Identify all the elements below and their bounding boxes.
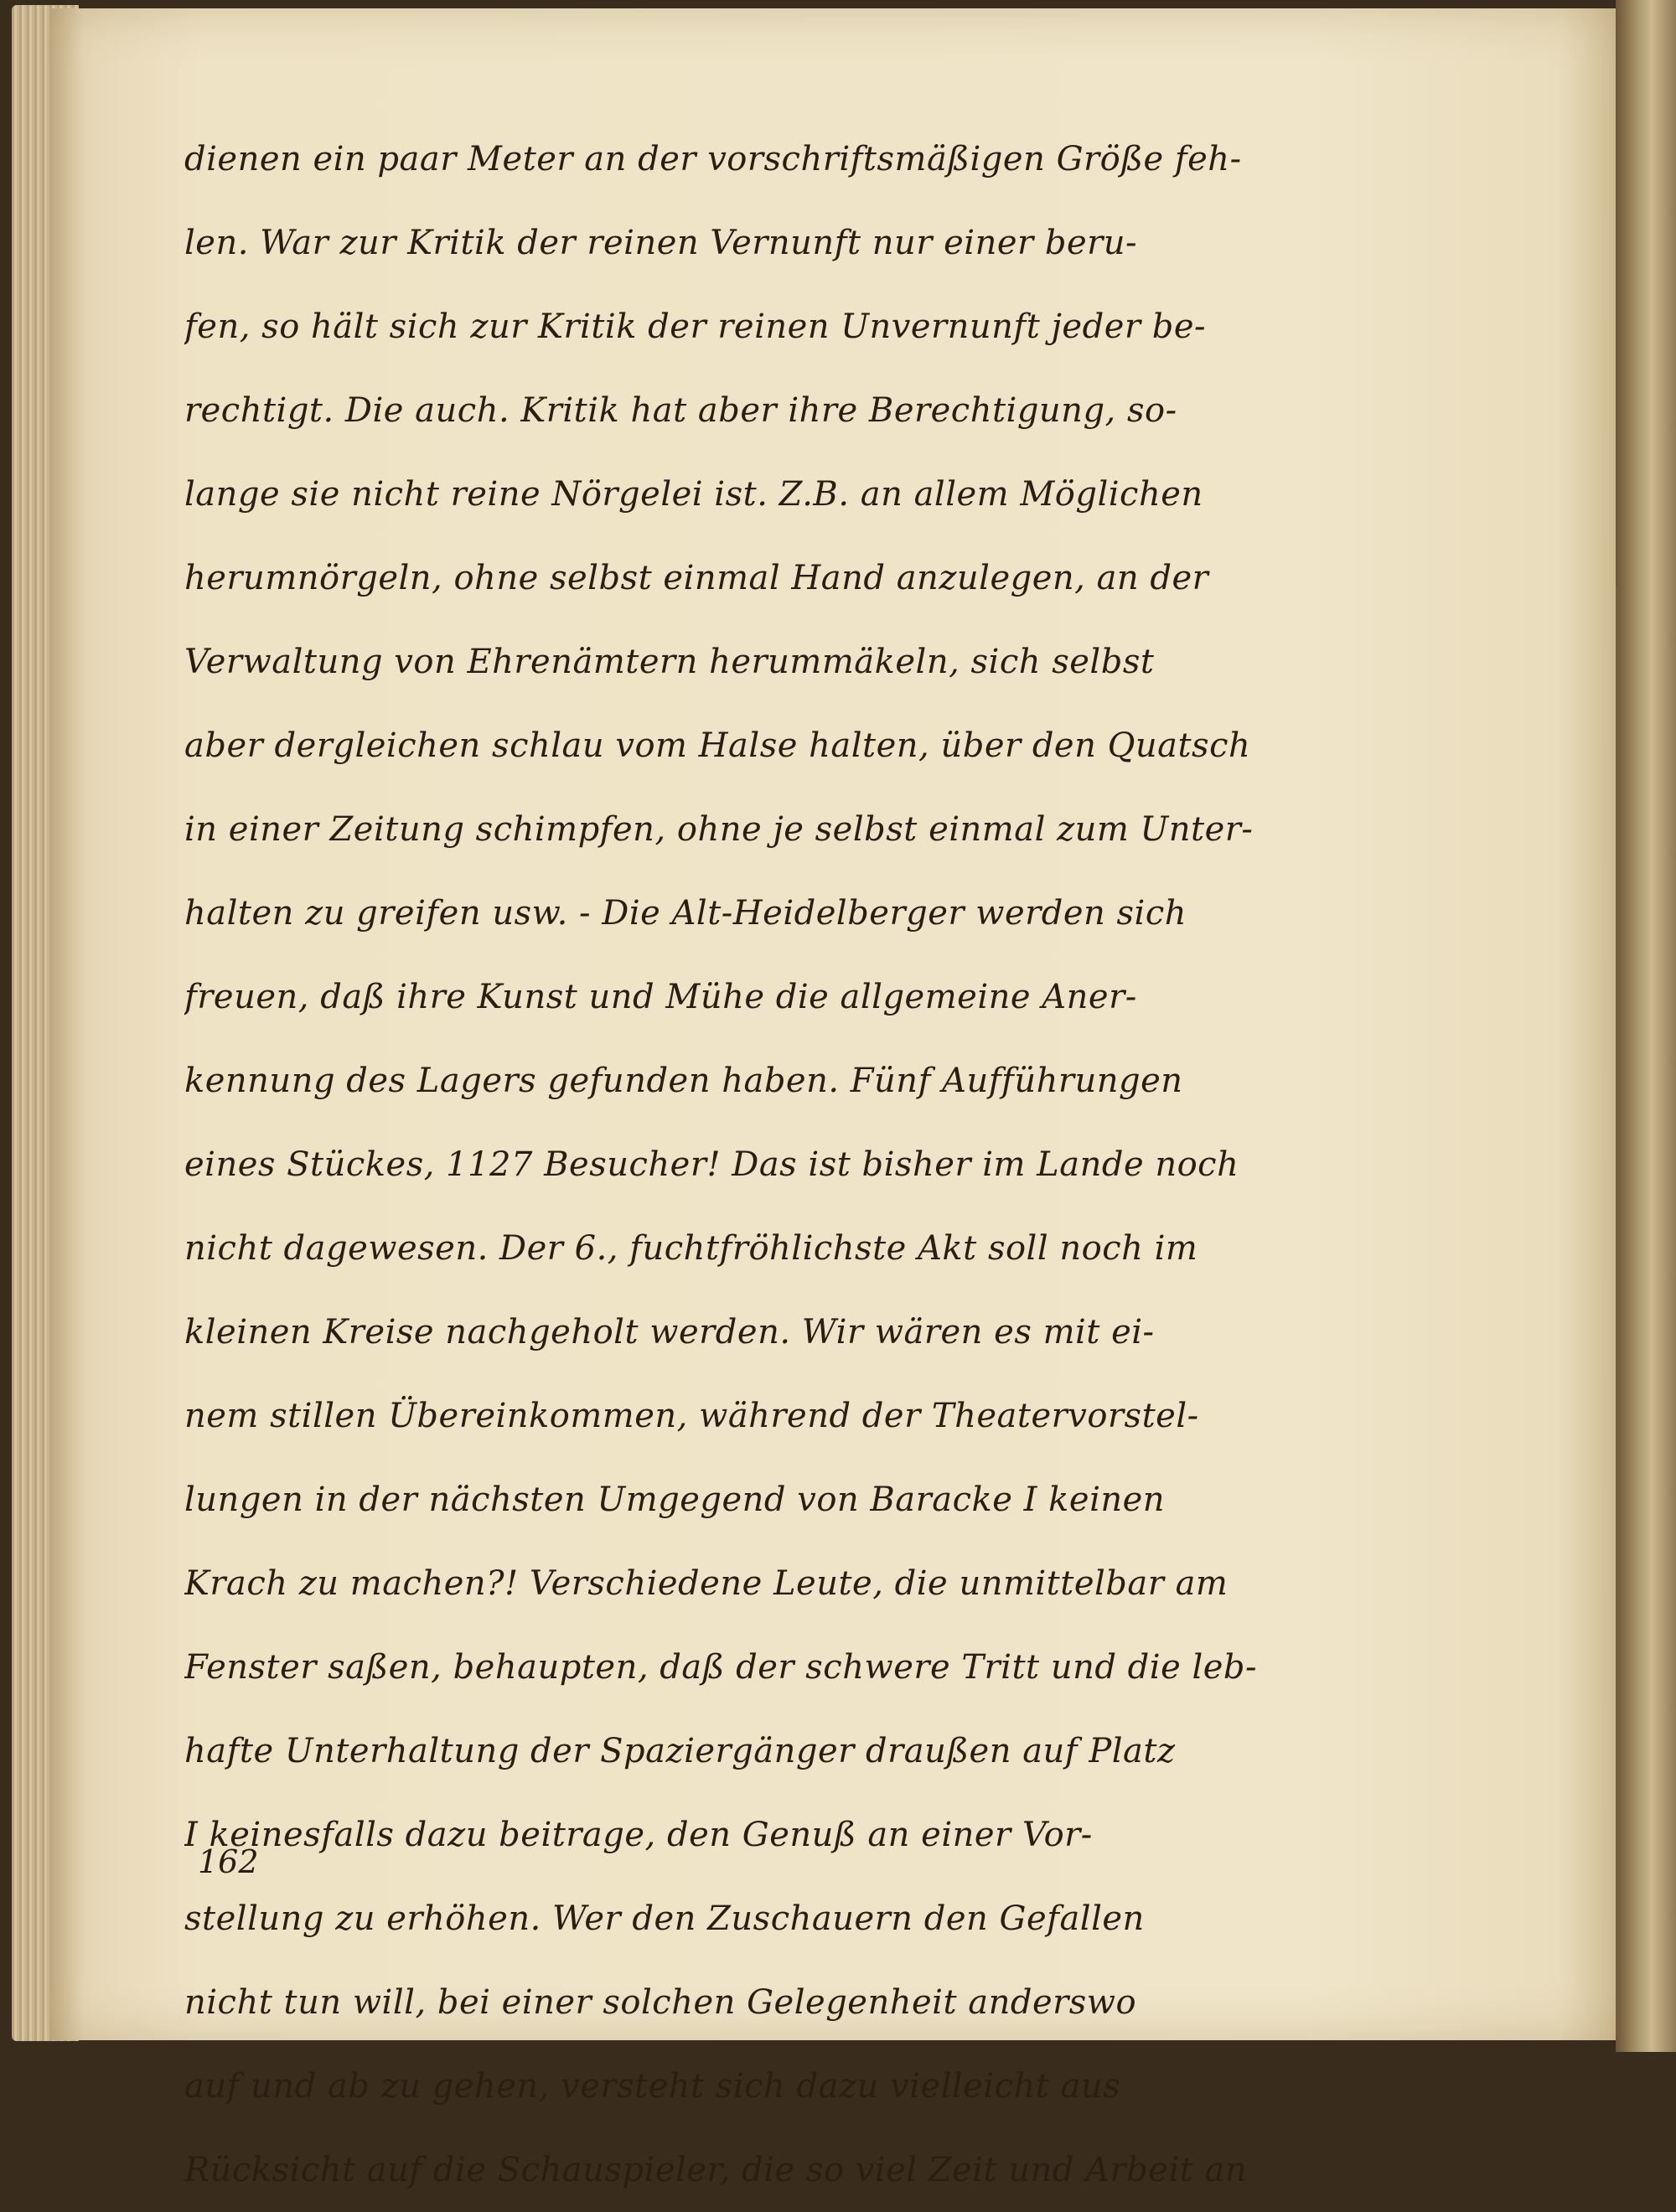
facing-page-edge — [1616, 0, 1676, 2052]
text-line: fen, so hält sich zur Kritik der reinen Unvernunft jeder be- — [184, 308, 1207, 346]
text-line: aber dergleichen schlau vom Halse halten, über den Quatsch — [184, 726, 1251, 765]
text-line: auf und ab zu gehen, versteht sich dazu vielleicht aus — [184, 2067, 1121, 2106]
text-line: Krach zu machen?! Verschiedene Leute, die unmittelbar am — [184, 1564, 1229, 1603]
text-line: kennung des Lagers gefunden haben. Fünf Aufführungen — [184, 1062, 1183, 1100]
text-line: rechtigt. Die auch. Kritik hat aber ihre Berechtigung, so- — [184, 391, 1177, 430]
text-line: herumnörgeln, ohne selbst einmal Hand anzulegen, an der — [184, 559, 1209, 597]
handwritten-text-block — [184, 117, 1441, 2212]
text-line: in einer Zeitung schimpfen, ohne je selbst einmal zum Unter- — [184, 810, 1254, 849]
text-line: hafte Unterhaltung der Spaziergänger draußen auf Platz — [184, 1732, 1176, 1770]
text-line: kleinen Kreise nachgeholt werden. Wir wären es mit ei- — [184, 1313, 1155, 1351]
text-line: dienen ein paar Meter an der vorschriftsmäßigen Größe feh- — [184, 140, 1242, 178]
text-line: Fenster saßen, behaupten, daß der schwere Tritt und die leb- — [184, 1648, 1258, 1687]
text-line: eines Stückes, 1127 Besucher! Das ist bisher im Lande noch — [184, 1145, 1239, 1184]
text-line: halten zu greifen usw. - Die Alt-Heidelberger werden sich — [184, 894, 1187, 933]
text-line: nicht tun will, bei einer solchen Gelegenheit anderswo — [184, 1983, 1137, 2022]
gutter-line — [1616, 587, 1618, 2036]
text-line: freuen, daß ihre Kunst und Mühe die allgemeine Aner- — [184, 978, 1137, 1016]
text-line: I keinesfalls dazu beitrage, den Genuß an einer Vor- — [184, 1816, 1093, 1854]
text-line: lungen in der nächsten Umgegend von Baracke I keinen — [184, 1481, 1166, 1519]
text-line: stellung zu erhöhen. Wer den Zuschauern den Gefallen — [184, 1899, 1145, 1938]
text-line: Verwaltung von Ehrenämtern herummäkeln, sich selbst — [184, 643, 1155, 681]
text-line: nem stillen Übereinkommen, während der Theatervorstel- — [184, 1397, 1199, 1435]
page-number: 162 — [198, 1843, 259, 1880]
text-line: lange sie nicht reine Nörgelei ist. Z.B. an allem Möglichen — [184, 475, 1203, 514]
text-line: nicht dagewesen. Der 6., fuchtfröhlichste Akt soll noch im — [184, 1229, 1198, 1268]
text-line: Rücksicht auf die Schauspieler, die so viel Zeit und Arbeit an — [184, 2151, 1248, 2189]
text-line: len. War zur Kritik der reinen Vernunft nur einer beru- — [184, 224, 1138, 262]
